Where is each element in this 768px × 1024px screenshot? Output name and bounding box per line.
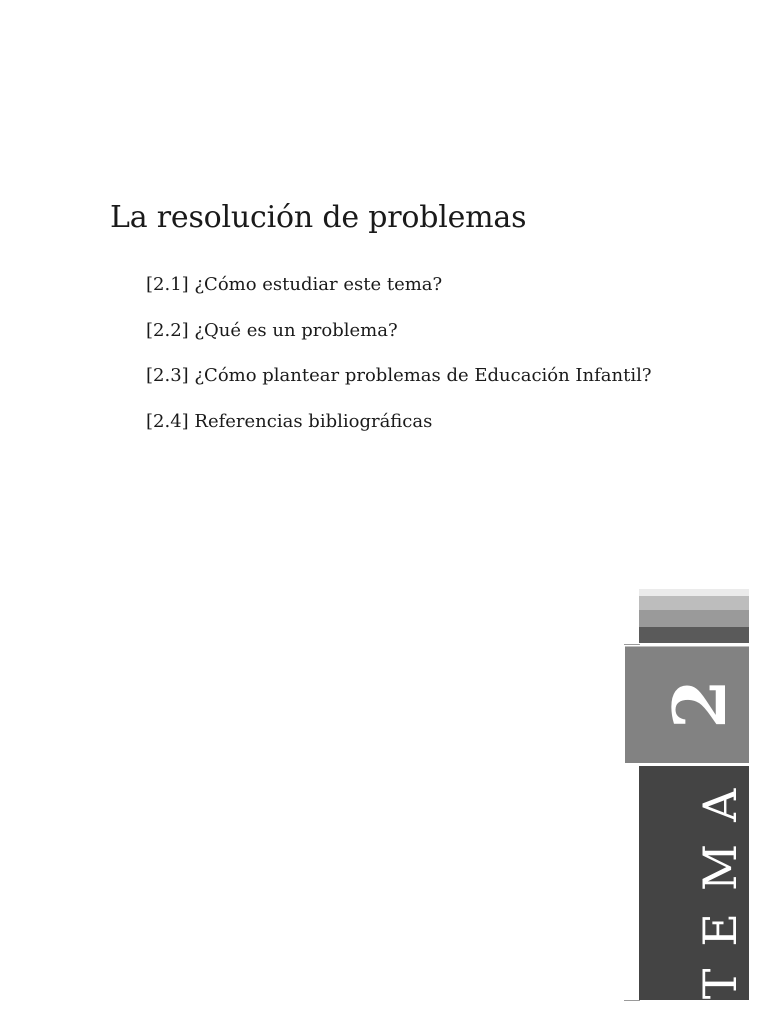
toc-item: [2.2] ¿Qué es un problema? bbox=[146, 319, 398, 341]
toc-item: [2.3] ¿Cómo plantear problemas de Educación Infantil? bbox=[146, 365, 652, 386]
chapter-word: TEMA bbox=[693, 766, 747, 1000]
chapter-title: La resolución de problemas bbox=[110, 200, 527, 235]
chapter-number: 2 bbox=[657, 678, 742, 730]
tab-stripe-light bbox=[639, 589, 749, 596]
tab-divider bbox=[624, 1000, 640, 1001]
table-of-contents bbox=[146, 274, 652, 456]
tab-divider bbox=[624, 644, 640, 645]
toc-item: [2.1] ¿Cómo estudiar este tema? bbox=[146, 274, 443, 295]
tab-stripe-lightgray bbox=[639, 596, 749, 610]
tab-stripe-darkgray bbox=[639, 627, 749, 643]
toc-item: [2.4] Referencias bibliográficas bbox=[146, 410, 433, 432]
tab-stripe-midgray bbox=[639, 610, 749, 627]
